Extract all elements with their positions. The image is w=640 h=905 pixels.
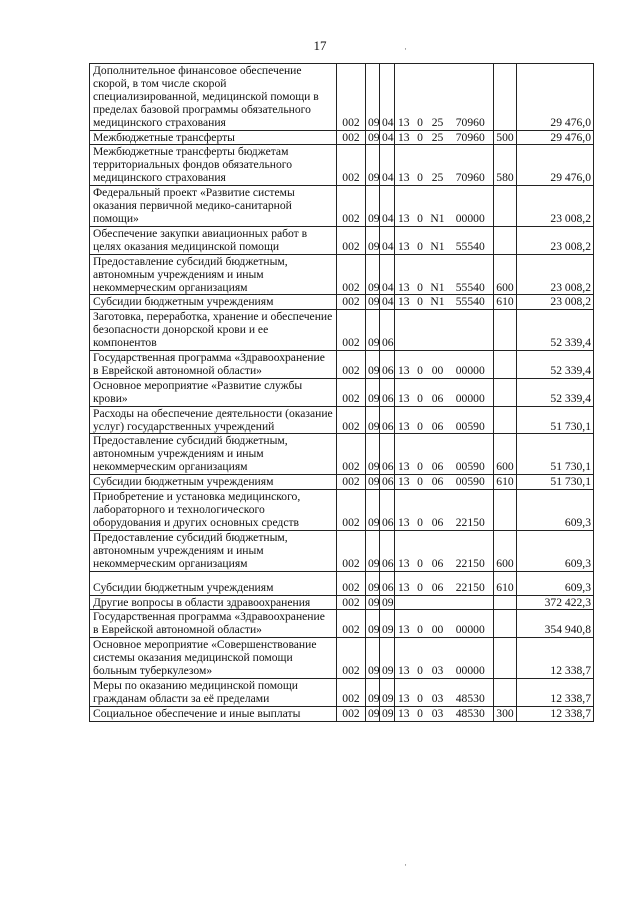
code-program: 13 [395, 530, 413, 571]
table-row [90, 475, 594, 490]
code-subprogram: 0 [413, 295, 428, 310]
code-podrazdel: 04 [380, 145, 395, 186]
table-row [90, 678, 594, 706]
code-event [428, 310, 448, 351]
code-razdel: 09 [366, 530, 380, 571]
code-subprogram: 0 [413, 406, 428, 434]
code-direction: 55540 [448, 226, 494, 254]
row-name: Социальное обеспечение и иные выплаты [90, 706, 337, 721]
table-body [90, 64, 594, 722]
row-amount: 23 008,2 [517, 186, 594, 227]
code-event: 25 [428, 130, 448, 145]
code-event: N1 [428, 186, 448, 227]
row-amount: 51 730,1 [517, 434, 594, 475]
code-ved: 002 [337, 490, 366, 531]
row-name: Дополнительное финансовое обеспечение скорой, в том числе скорой специализированной, медицинской помощи в пределах базовой программы обязательного медицинского страхования [90, 64, 337, 131]
code-subprogram: 0 [413, 254, 428, 295]
code-program: 13 [395, 434, 413, 475]
row-amount: 52 339,4 [517, 378, 594, 406]
code-podrazdel: 06 [380, 475, 395, 490]
code-program: 13 [395, 406, 413, 434]
code-subprogram: 0 [413, 571, 428, 595]
code-podrazdel: 04 [380, 226, 395, 254]
row-name: Межбюджетные трансферты [90, 130, 337, 145]
code-expense-type [494, 64, 517, 131]
code-ved: 002 [337, 254, 366, 295]
table-row [90, 571, 594, 595]
code-direction: 48530 [448, 678, 494, 706]
code-podrazdel: 06 [380, 310, 395, 351]
code-podrazdel: 04 [380, 64, 395, 131]
code-razdel: 09 [366, 678, 380, 706]
table-row [90, 530, 594, 571]
row-amount: 23 008,2 [517, 226, 594, 254]
code-direction: 48530 [448, 706, 494, 721]
code-ved: 002 [337, 64, 366, 131]
code-expense-type: 600 [494, 530, 517, 571]
code-event: N1 [428, 254, 448, 295]
code-program: 13 [395, 145, 413, 186]
code-direction: 70960 [448, 145, 494, 186]
code-program: 13 [395, 226, 413, 254]
row-amount: 23 008,2 [517, 254, 594, 295]
code-expense-type [494, 310, 517, 351]
table-row [90, 310, 594, 351]
row-amount: 372 422,3 [517, 595, 594, 610]
row-amount: 12 338,7 [517, 638, 594, 679]
code-expense-type [494, 595, 517, 610]
code-expense-type: 610 [494, 571, 517, 595]
scan-speck: · [404, 44, 407, 54]
code-ved: 002 [337, 610, 366, 638]
row-amount: 52 339,4 [517, 351, 594, 379]
table-row [90, 64, 594, 131]
table-row [90, 351, 594, 379]
code-program: 13 [395, 571, 413, 595]
code-event: N1 [428, 295, 448, 310]
code-expense-type: 610 [494, 475, 517, 490]
code-program: 13 [395, 638, 413, 679]
row-name: Расходы на обеспечение деятельности (оказание услуг) государственных учреждений [90, 406, 337, 434]
code-subprogram: 0 [413, 706, 428, 721]
code-direction: 00000 [448, 378, 494, 406]
code-subprogram: 0 [413, 351, 428, 379]
code-event: 03 [428, 706, 448, 721]
code-ved: 002 [337, 145, 366, 186]
code-program: 13 [395, 610, 413, 638]
code-program: 13 [395, 130, 413, 145]
code-subprogram: 0 [413, 130, 428, 145]
code-podrazdel: 09 [380, 595, 395, 610]
row-amount: 29 476,0 [517, 145, 594, 186]
table-row [90, 226, 594, 254]
scan-speck: · [404, 860, 407, 870]
row-name: Федеральный проект «Развитие системы оказания первичной медико-санитарной помощи» [90, 186, 337, 227]
row-name: Другие вопросы в области здравоохранения [90, 595, 337, 610]
code-direction [448, 595, 494, 610]
code-event: 06 [428, 530, 448, 571]
code-ved: 002 [337, 295, 366, 310]
code-event: 06 [428, 475, 448, 490]
row-name: Обеспечение закупки авиационных работ в целях оказания медицинской помощи [90, 226, 337, 254]
code-event: 06 [428, 490, 448, 531]
code-direction: 00000 [448, 351, 494, 379]
row-amount: 609,3 [517, 490, 594, 531]
code-expense-type: 600 [494, 434, 517, 475]
code-event: 06 [428, 434, 448, 475]
row-name: Предоставление субсидий бюджетным, автономным учреждениям и иным некоммерческим организациям [90, 434, 337, 475]
code-ved: 002 [337, 186, 366, 227]
code-razdel: 09 [366, 595, 380, 610]
code-podrazdel: 06 [380, 406, 395, 434]
page-number: 17 [313, 38, 327, 53]
code-ved: 002 [337, 595, 366, 610]
code-expense-type [494, 186, 517, 227]
code-event: 25 [428, 145, 448, 186]
code-podrazdel: 04 [380, 295, 395, 310]
row-name: Заготовка, переработка, хранение и обеспечение безопасности донорской крови и ее компонентов [90, 310, 337, 351]
code-podrazdel: 06 [380, 571, 395, 595]
code-podrazdel: 04 [380, 186, 395, 227]
code-ved: 002 [337, 351, 366, 379]
code-razdel: 09 [366, 638, 380, 679]
table-row [90, 595, 594, 610]
row-amount: 609,3 [517, 571, 594, 595]
code-program: 13 [395, 378, 413, 406]
code-direction: 22150 [448, 490, 494, 531]
code-expense-type: 300 [494, 706, 517, 721]
code-subprogram: 0 [413, 378, 428, 406]
row-name: Основное мероприятие «Развитие службы крови» [90, 378, 337, 406]
code-ved: 002 [337, 378, 366, 406]
code-direction [448, 310, 494, 351]
code-event: 00 [428, 351, 448, 379]
code-ved: 002 [337, 406, 366, 434]
code-direction: 00000 [448, 610, 494, 638]
row-amount: 12 338,7 [517, 706, 594, 721]
code-razdel: 09 [366, 571, 380, 595]
code-subprogram: 0 [413, 226, 428, 254]
code-event: 06 [428, 571, 448, 595]
code-direction: 00590 [448, 475, 494, 490]
code-expense-type [494, 678, 517, 706]
code-expense-type: 610 [494, 295, 517, 310]
row-name: Основное мероприятие «Совершенствование системы оказания медицинской помощи больным туберкулезом» [90, 638, 337, 679]
code-razdel: 09 [366, 64, 380, 131]
row-name: Межбюджетные трансферты бюджетам территориальных фондов обязательного медицинского страхования [90, 145, 337, 186]
budget-table [89, 63, 594, 722]
code-podrazdel: 06 [380, 434, 395, 475]
row-amount: 23 008,2 [517, 295, 594, 310]
code-program: 13 [395, 678, 413, 706]
code-ved: 002 [337, 571, 366, 595]
code-subprogram: 0 [413, 530, 428, 571]
code-program: 13 [395, 490, 413, 531]
code-expense-type [494, 638, 517, 679]
row-amount: 609,3 [517, 530, 594, 571]
code-program: 13 [395, 64, 413, 131]
code-ved: 002 [337, 475, 366, 490]
row-amount: 29 476,0 [517, 64, 594, 131]
code-expense-type: 600 [494, 254, 517, 295]
code-subprogram: 0 [413, 490, 428, 531]
code-event: 03 [428, 678, 448, 706]
table-row [90, 434, 594, 475]
code-subprogram: 0 [413, 145, 428, 186]
code-subprogram: 0 [413, 638, 428, 679]
table-row [90, 145, 594, 186]
code-program: 13 [395, 351, 413, 379]
code-direction: 70960 [448, 64, 494, 131]
code-razdel: 09 [366, 145, 380, 186]
row-name: Субсидии бюджетным учреждениям [90, 475, 337, 490]
code-expense-type [494, 406, 517, 434]
code-program [395, 595, 413, 610]
code-subprogram: 0 [413, 475, 428, 490]
row-amount: 52 339,4 [517, 310, 594, 351]
code-expense-type [494, 378, 517, 406]
code-program: 13 [395, 295, 413, 310]
code-ved: 002 [337, 678, 366, 706]
row-name: Субсидии бюджетным учреждениям [90, 571, 337, 595]
code-razdel: 09 [366, 706, 380, 721]
code-direction: 22150 [448, 530, 494, 571]
table-row [90, 638, 594, 679]
code-event: 25 [428, 64, 448, 131]
table-row [90, 610, 594, 638]
code-razdel: 09 [366, 226, 380, 254]
table-row [90, 186, 594, 227]
code-razdel: 09 [366, 610, 380, 638]
row-name: Предоставление субсидий бюджетным, автономным учреждениям и иным некоммерческим организациям [90, 530, 337, 571]
code-razdel: 09 [366, 378, 380, 406]
row-amount: 354 940,8 [517, 610, 594, 638]
code-program: 13 [395, 706, 413, 721]
code-subprogram: 0 [413, 610, 428, 638]
code-ved: 002 [337, 434, 366, 475]
code-podrazdel: 06 [380, 378, 395, 406]
code-expense-type: 580 [494, 145, 517, 186]
code-podrazdel: 09 [380, 706, 395, 721]
code-razdel: 09 [366, 475, 380, 490]
code-expense-type [494, 490, 517, 531]
code-ved: 002 [337, 310, 366, 351]
row-name: Предоставление субсидий бюджетным, автономным учреждениям и иным некоммерческим организациям [90, 254, 337, 295]
row-amount: 29 476,0 [517, 130, 594, 145]
code-ved: 002 [337, 226, 366, 254]
code-ved: 002 [337, 530, 366, 571]
code-podrazdel: 09 [380, 678, 395, 706]
table-row [90, 378, 594, 406]
row-name: Государственная программа «Здравоохранение в Еврейской автономной области» [90, 351, 337, 379]
code-podrazdel: 04 [380, 254, 395, 295]
code-expense-type [494, 351, 517, 379]
code-direction: 00000 [448, 638, 494, 679]
code-razdel: 09 [366, 490, 380, 531]
code-razdel: 09 [366, 295, 380, 310]
code-subprogram [413, 310, 428, 351]
code-subprogram [413, 595, 428, 610]
code-subprogram: 0 [413, 186, 428, 227]
table-row [90, 295, 594, 310]
code-razdel: 09 [366, 186, 380, 227]
code-ved: 002 [337, 130, 366, 145]
code-podrazdel: 09 [380, 610, 395, 638]
row-name: Субсидии бюджетным учреждениям [90, 295, 337, 310]
code-razdel: 09 [366, 310, 380, 351]
row-amount: 51 730,1 [517, 406, 594, 434]
table-row [90, 406, 594, 434]
code-direction: 00590 [448, 434, 494, 475]
code-program: 13 [395, 186, 413, 227]
code-ved: 002 [337, 706, 366, 721]
code-podrazdel: 06 [380, 351, 395, 379]
code-direction: 70960 [448, 130, 494, 145]
code-program: 13 [395, 254, 413, 295]
code-direction: 00000 [448, 186, 494, 227]
code-razdel: 09 [366, 351, 380, 379]
code-subprogram: 0 [413, 64, 428, 131]
row-amount: 12 338,7 [517, 678, 594, 706]
code-direction: 55540 [448, 254, 494, 295]
table-row [90, 254, 594, 295]
table-row [90, 490, 594, 531]
code-event: 06 [428, 378, 448, 406]
code-event [428, 595, 448, 610]
code-podrazdel: 06 [380, 530, 395, 571]
code-razdel: 09 [366, 130, 380, 145]
code-event: 06 [428, 406, 448, 434]
code-ved: 002 [337, 638, 366, 679]
code-podrazdel: 04 [380, 130, 395, 145]
code-razdel: 09 [366, 434, 380, 475]
code-subprogram: 0 [413, 434, 428, 475]
code-direction: 55540 [448, 295, 494, 310]
row-name: Приобретение и установка медицинского, лабораторного и технологического оборудования и других основных средств [90, 490, 337, 531]
code-program: 13 [395, 475, 413, 490]
code-event: 03 [428, 638, 448, 679]
code-podrazdel: 09 [380, 638, 395, 679]
code-direction: 22150 [448, 571, 494, 595]
table-row [90, 130, 594, 145]
row-name: Меры по оказанию медицинской помощи гражданам области за её пределами [90, 678, 337, 706]
code-expense-type: 500 [494, 130, 517, 145]
code-razdel: 09 [366, 406, 380, 434]
code-program [395, 310, 413, 351]
code-razdel: 09 [366, 254, 380, 295]
row-amount: 51 730,1 [517, 475, 594, 490]
code-expense-type [494, 610, 517, 638]
code-event: N1 [428, 226, 448, 254]
code-event: 00 [428, 610, 448, 638]
code-podrazdel: 06 [380, 490, 395, 531]
code-direction: 00590 [448, 406, 494, 434]
code-subprogram: 0 [413, 678, 428, 706]
row-name: Государственная программа «Здравоохранение в Еврейской автономной области» [90, 610, 337, 638]
table-row [90, 706, 594, 721]
code-expense-type [494, 226, 517, 254]
